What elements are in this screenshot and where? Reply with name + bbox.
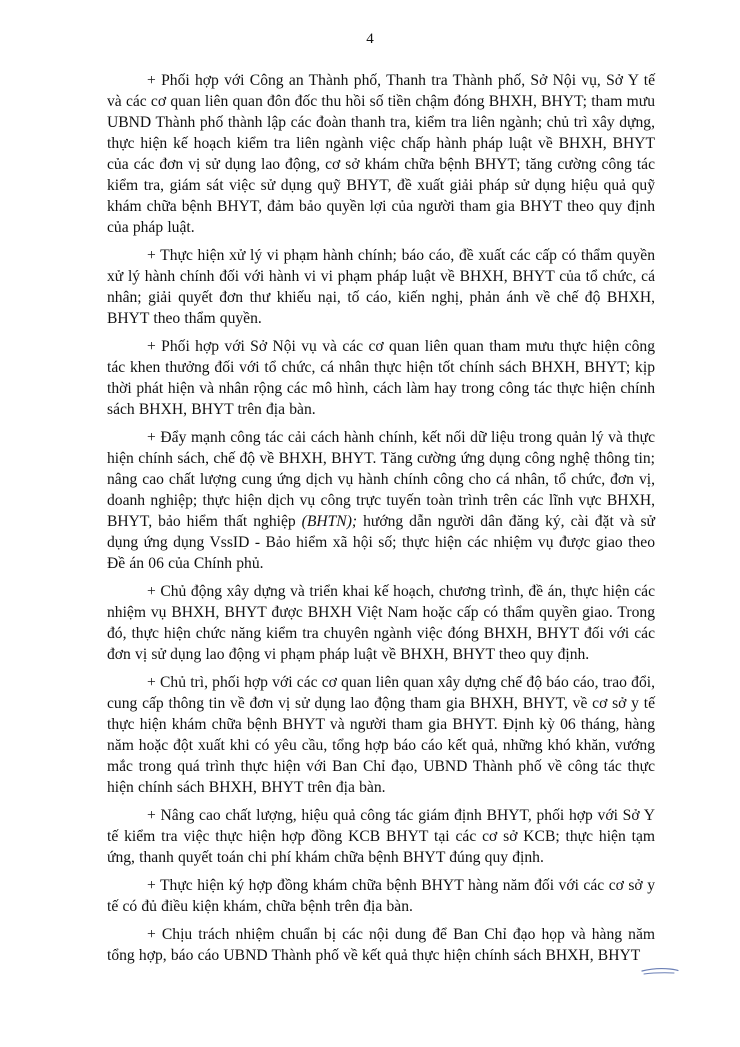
document-body [107,70,655,973]
paragraph-coordinate-collection: + Phối hợp với Công an Thành phố, Thanh tra Thành phố, Sở Nội vụ, Sở Y tế và các cơ quan liên quan đôn đốc thu hồi số tiền chậm đóng BHXH, BHYT; tham mưu UBND Thành phố thành lập các đoàn thanh tra, kiểm tra liên ngành; chủ trì xây dựng, thực hiện kế hoạch kiểm tra liên ngành việc chấp hành pháp luật về BHXH, BHYT của các đơn vị sử dụng lao động, cơ sở khám chữa bệnh BHYT; tăng cường công tác kiểm tra, giám sát việc sử dụng quỹ BHYT, đề xuất giải pháp sử dụng hiệu quả quỹ khám chữa bệnh BHYT, đảm bảo quyền lợi của người tham gia BHYT theo quy định của pháp luật. [107,72,655,236]
paragraph-administrative-reform-part1: + Đẩy mạnh công tác cải cách hành chính, kết nối dữ liệu trong quản lý và thực hiện chính sách, chế độ về BHXH, BHYT. Tăng cường ứng dụng công nghệ thông tin; nâng cao chất lượng cung ứng dịch vụ hành chính công cho cá nhân, tổ chức, đơn vị, doanh nghiệp; thực hiện dịch vụ công trực tuyến toàn trình trên các lĩnh vực BHXH, BHYT, bảo hiểm thất nghiệp [107,429,655,530]
page-number: 4 [366,31,374,47]
paragraph-administrative-reform [107,427,655,574]
paragraph-administrative-reform-italic: (BHTN); [301,513,358,530]
handwritten-initials-icon [640,964,680,978]
paragraph-proactive-plans: + Chủ động xây dựng và triển khai kế hoạch, chương trình, đề án, thực hiện các nhiệm vụ BHXH, BHYT được BHXH Việt Nam hoặc cấp có thẩm quyền giao. Trong đó, thực hiện chức năng kiểm tra chuyên ngành việc đóng BHXH, BHYT đối với các đơn vị sử dụng lao động vi phạm pháp luật về BHXH, BHYT theo quy định. [107,583,655,663]
paragraph-contract-signing: + Thực hiện ký hợp đồng khám chữa bệnh BHYT hàng năm đối với các cơ sở y tế có đủ điều kiện khám, chữa bệnh trên địa bàn. [107,877,655,915]
paragraph-assessment-quality: + Nâng cao chất lượng, hiệu quả công tác giám định BHYT, phối hợp với Sở Y tế kiểm tra việc thực hiện hợp đồng KCB BHYT tại các cơ sở KCB; thực hiện tạm ứng, thanh quyết toán chi phí khám chữa bệnh BHYT đúng quy định. [107,807,655,866]
paragraph-administrative-reform-part2: hướng dẫn người dân đăng ký, cài đặt và sử dụng ứng dụng VssID - Bảo hiểm xã hội số; thực hiện các nhiệm vụ được giao theo Đề án 06 của Chính phủ. [107,513,655,572]
paragraph-reporting-regime: + Chủ trì, phối hợp với các cơ quan liên quan xây dựng chế độ báo cáo, trao đổi, cung cấp thông tin về đơn vị sử dụng lao động tham gia BHXH, BHYT, về cơ sở y tế thực hiện khám chữa bệnh BHYT và người tham gia BHYT. Định kỳ 06 tháng, hàng năm hoặc đột xuất khi có yêu cầu, tổng hợp báo cáo kết quả, những khó khăn, vướng mắc trong quá trình thực hiện với Ban Chỉ đạo, UBND Thành phố về công tác thực hiện chính sách BHXH, BHYT trên địa bàn. [107,674,655,796]
paragraph-responsibility: + Chịu trách nhiệm chuẩn bị các nội dung để Ban Chỉ đạo họp và hàng năm tổng hợp, báo cáo UBND Thành phố về kết quả thực hiện chính sách BHXH, BHYT [107,926,655,964]
paragraph-commendation: + Phối hợp với Sở Nội vụ và các cơ quan liên quan tham mưu thực hiện công tác khen thưởng đối với tổ chức, cá nhân thực hiện tốt chính sách BHXH, BHYT; kịp thời phát hiện và nhân rộng các mô hình, cách làm hay trong công tác thực hiện chính sách BHXH, BHYT trên địa bàn. [107,338,655,418]
paragraph-administrative-violations: + Thực hiện xử lý vi phạm hành chính; báo cáo, đề xuất các cấp có thẩm quyền xử lý hành chính đối với hành vi vi phạm pháp luật về BHXH, BHYT của tổ chức, cá nhân; giải quyết đơn thư khiếu nại, tố cáo, kiến nghị, phản ánh về chế độ BHXH, BHYT theo thẩm quyền. [107,247,655,327]
